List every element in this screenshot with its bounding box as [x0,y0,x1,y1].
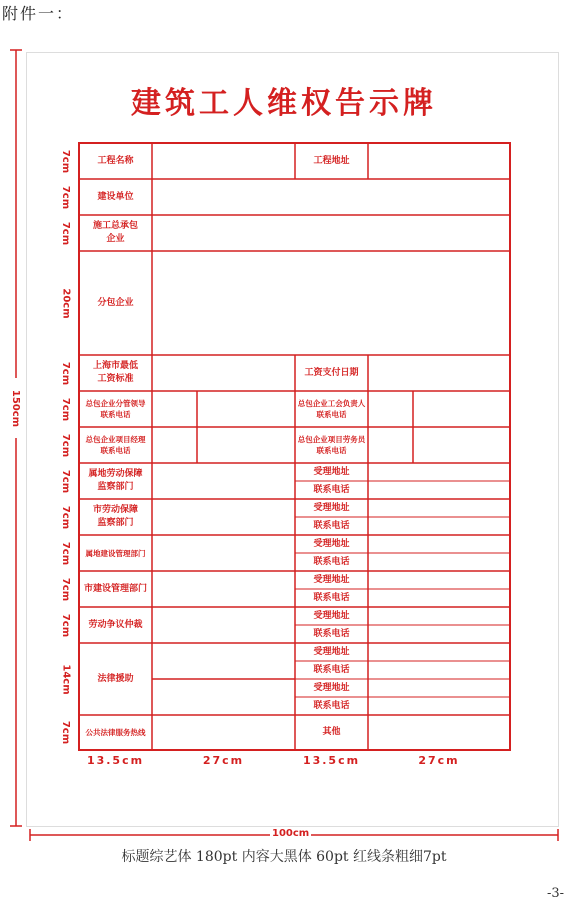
row-height-label: 7cm [60,433,72,457]
contact-phone-label: 联系电话 [313,556,350,567]
row-height-label: 7cm [60,469,72,493]
row-height-label: 7cm [60,613,72,637]
row-height-label: 20cm [60,287,72,319]
row-height-label: 7cm [60,577,72,601]
contact-phone-label: 联系电话 [313,664,350,675]
row-height-label: 7cm [60,185,72,209]
subcontractor-label: 分包企业 [97,297,134,308]
legal-aid-label: 法律援助 [97,673,134,684]
row-height-label: 7cm [60,397,72,421]
col-width-label: 13.5cm [302,754,361,767]
total-width-label: 100cm [272,828,310,839]
contact-phone-label: 联系电话 [313,520,350,531]
accept-address-label: 受理地址 [313,574,350,585]
row-height-label: 7cm [60,149,72,173]
legal-hotline-label: 公共法律服务热线 [85,728,146,737]
city-labor-dept-label: 市劳动保障 监察部门 [92,505,138,528]
contact-phone-label: 联系电话 [313,628,350,639]
row-height-label: 14cm [60,663,72,695]
page-number: -3- [546,886,564,901]
labor-arbitration-label: 劳动争议仲裁 [88,619,143,630]
project-address-label: 工程地址 [313,155,350,166]
pay-date-label: 工资支付日期 [304,367,359,378]
row-height-label: 7cm [60,720,72,745]
min-wage-label: 上海市最低 工资标准 [92,361,138,384]
col-width-label: 27cm [202,754,245,767]
city-construction-dept-label: 市建设管理部门 [83,583,147,594]
col-width-label: 27cm [418,754,460,767]
row-height-label: 7cm [60,361,72,385]
row-height-label: 7cm [60,221,72,245]
contact-phone-label: 联系电话 [313,484,350,495]
gc-labor-staff-label: 总包企业项目劳务员 联系电话 [297,435,366,455]
row-height-label: 7cm [60,541,72,565]
row-height-label: 7cm [60,505,72,529]
accept-address-label: 受理地址 [313,538,350,549]
attachment-label: 附件一： [2,4,75,23]
accept-address-label: 受理地址 [313,502,350,513]
total-height-label: 150cm [7,378,25,438]
spec-note: 标题综艺体 180pt 内容大黑体 60pt 红线条粗细7pt [121,849,447,865]
gc-union-leader-label: 总包企业工会负责人 联系电话 [297,399,366,419]
contact-phone-label: 联系电话 [313,592,350,603]
gc-project-manager-label: 总包企业项目经理 联系电话 [85,435,146,455]
contact-phone-label: 联系电话 [313,700,350,711]
local-construction-dept-label: 属地建设管理部门 [85,548,146,558]
accept-address-label: 受理地址 [313,466,350,477]
gc-sub-manager-label: 总包企业分管领导 联系电话 [85,399,146,419]
sign-title: 建筑工人维权告示牌 [131,86,437,121]
col-width-label: 13.5cm [86,754,145,767]
accept-address-label: 受理地址 [313,682,350,693]
general-contractor-label: 施工总承包 企业 [92,221,138,244]
project-name-label: 工程名称 [97,155,134,166]
accept-address-label: 受理地址 [313,610,350,621]
builder-label: 建设单位 [97,191,134,202]
local-labor-dept-label: 属地劳动保障 监察部门 [88,469,143,492]
accept-address-label: 受理地址 [313,646,350,657]
other-label: 其他 [322,727,341,737]
